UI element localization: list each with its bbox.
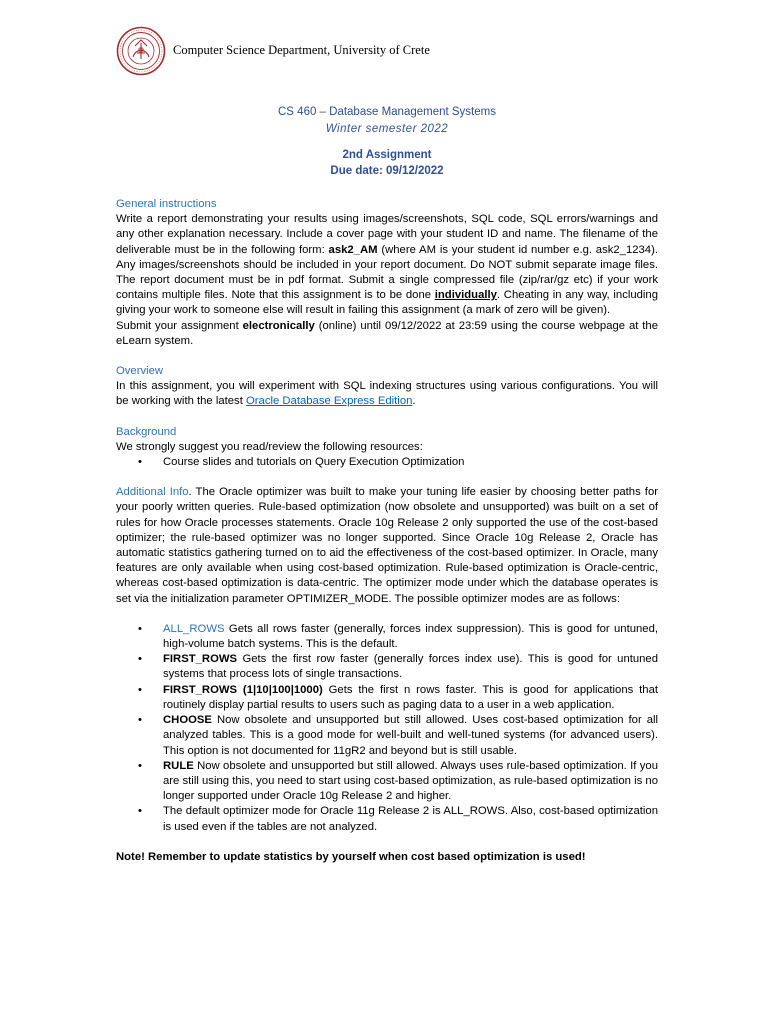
text-run: Now obsolete and unsupported but still allowed. Uses cost-based optimization for all analyzed tables. This is a good mode for well-built and well-tuned systems (for advanced users). This option is not documented for 11gR2 and beyond but is still usable. [163, 714, 658, 757]
list-item [116, 759, 658, 805]
due-date: Due date: 09/12/2022 [330, 165, 444, 177]
individually-emphasis: individually [434, 289, 497, 302]
text-run: Now obsolete and unsupported but still allowed. Always uses rule-based optimization. If you are still using this, you need to start using cost-based optimization, as rule-based optimization is no longer supported under Oracle 10g Release 2 and higher. [163, 759, 658, 803]
list-item [116, 652, 658, 682]
text-run: (where AM is your student id number e.g. ask2_1234). Any images/screenshots should be included in your report document. Do NOT submit separate image files. The report document must be in pdf format. Submit a single compressed file (zip/rar/gz etc) if your work contains multiple files. Note that this assignment is to be done [116, 243, 658, 302]
list-item: • Course slides and tutorials on Query Execution Optimization [116, 455, 658, 470]
title-block [116, 104, 658, 179]
mode-name: CHOOSE [163, 714, 212, 727]
oracle-express-link[interactable]: Oracle Database Express Edition [245, 395, 413, 408]
mode-name: FIRST_ROWS [163, 653, 238, 666]
text-run: . [412, 395, 416, 408]
background-heading: Background [116, 425, 177, 438]
text-run: . Cheating in any way, including giving your work to someone else will result in failing this assignment (a mark of zero will be given). [116, 289, 658, 317]
mode-name: RULE [163, 759, 194, 772]
document-body [116, 197, 658, 865]
submission-paragraph [116, 319, 658, 349]
optimizer-modes-list [116, 622, 658, 835]
background-intro: We strongly suggest you read/review the following resources: [116, 440, 423, 453]
additional-info-paragraph [116, 485, 658, 607]
filename-format: ask2_AM [328, 243, 378, 256]
text-run: Submit your assignment [116, 319, 243, 332]
electronically-emphasis: electronically [242, 319, 315, 332]
general-instructions-paragraph [116, 212, 658, 318]
assignment-title: 2nd Assignment [342, 149, 432, 161]
list-item [116, 713, 658, 759]
course-title: CS 460 – Database Management Systems [278, 106, 496, 118]
list-item [116, 683, 658, 713]
text-run: Gets the first n rows faster. This is good for applications that routinely display partial results to users such as paging data to a user in a web application. [163, 683, 658, 711]
general-instructions-heading: General instructions [116, 198, 217, 210]
overview-heading: Overview [116, 365, 164, 378]
semester: Winter semester 2022 [325, 123, 449, 135]
mode-name: ALL_ROWS [163, 622, 225, 635]
overview-paragraph [116, 379, 658, 409]
text-run: In this assignment, you will experiment with SQL indexing structures using various configurations. You will be working with the latest [116, 380, 658, 408]
background-list [116, 455, 658, 470]
text-run: Write a report demonstrating your results using images/screenshots, SQL code, SQL errors/warnings and any other explanation necessary. Include a cover page with your student ID and name. The filename of the deliverable must be in the following form: [116, 213, 658, 256]
page-header [116, 26, 656, 74]
statistics-note: Note! Remember to update statistics by yourself when cost based optimization is used! [116, 850, 586, 863]
list-item: • The default optimizer mode for Oracle 11g Release 2 is ALL_ROWS. Also, cost-based optimization is used even if the tables are not analyzed. [116, 804, 658, 834]
university-seal-logo [116, 26, 166, 76]
text-run: Gets the first row faster (generally forces index use). This is good for untuned systems that process lots of single transactions. [163, 653, 658, 681]
list-item [116, 622, 658, 652]
text-run: . The Oracle optimizer was built to make your tuning life easier by choosing better paths for your poorly written queries. Rule-based optimization (now obsolete and unsupported) was built on a set of rules for how Oracle processes statements. Oracle 10g Release 2 only supported the use of the cost-based optimizer; the rule-based optimizer was no longer supported. Since Oracle 10g Release 2, Oracle has automatic statistics gathering turned on to aid the effectiveness of the cost-based optimizer. In Oracle, many features are only available when using cost-based optimization. Rule-based optimization is Oracle-centric, whereas cost-based optimization is data-centric. The optimizer mode under which the database operates is set via the initialization parameter OPTIMIZER_MODE. The possible optimizer modes are as follows: [116, 486, 658, 605]
mode-name: FIRST_ROWS (1|10|100|1000) [163, 683, 323, 696]
text-run: Gets all rows faster (generally, forces index suppression). This is good for untuned, high-volume batch systems. This is the default. [163, 622, 658, 651]
department-name: Computer Science Department, University of Crete [173, 43, 430, 57]
text-run: (online) until 09/12/2022 at 23:59 using the course webpage at the eLearn system. [116, 319, 658, 347]
additional-info-heading: Additional Info [116, 486, 189, 499]
